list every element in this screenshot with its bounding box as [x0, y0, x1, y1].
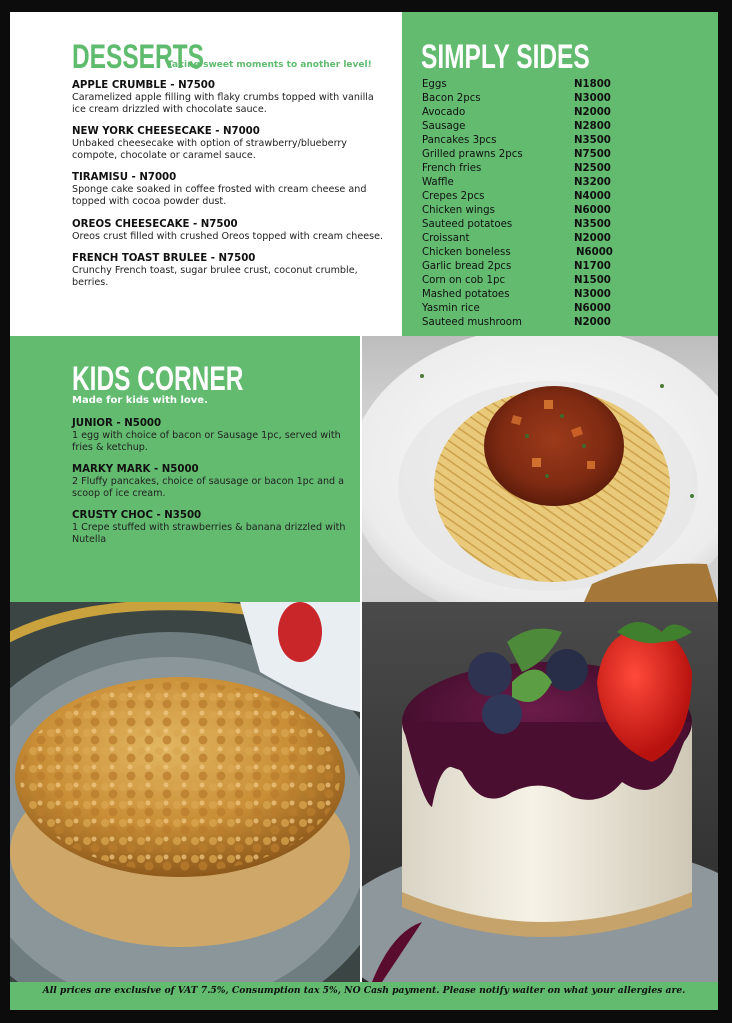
apple-crumble-illustration	[10, 602, 360, 982]
kids-list	[72, 418, 357, 557]
side-price: N2000	[574, 107, 611, 118]
dessert-name: APPLE CRUMBLE - N7500	[72, 80, 215, 91]
dessert-name: OREOS CHEESECAKE - N7500	[72, 218, 238, 230]
side-item	[422, 232, 622, 246]
side-item	[422, 218, 622, 232]
side-name: Chicken boneless	[422, 247, 511, 258]
side-name: Grilled prawns 2pcs	[422, 149, 523, 160]
kids-item-name: MARKY MARK - N5000	[72, 464, 199, 476]
side-name: Croissant	[422, 233, 470, 244]
side-name: Yasmin rice	[422, 303, 480, 314]
apple-crumble-photo	[10, 602, 360, 982]
side-item	[422, 190, 622, 204]
side-item	[422, 260, 622, 274]
side-item	[422, 274, 622, 288]
spaghetti-illustration	[362, 336, 718, 602]
side-price: N3000	[574, 289, 611, 300]
dessert-desc: Caramelized apple filling with flaky crumbs topped with vanilla ice cream drizzled with chocolate sauce.	[72, 92, 374, 115]
side-price: N2000	[574, 233, 611, 244]
kids-tagline: Made for kids with love.	[72, 395, 208, 406]
side-item	[422, 162, 622, 176]
desserts-header	[72, 40, 402, 76]
side-name: Sauteed mushroom	[422, 317, 522, 328]
dessert-item	[72, 80, 387, 115]
side-name: Waffle	[422, 177, 454, 188]
side-name: French fries	[422, 163, 482, 174]
cheesecake-illustration	[362, 602, 718, 982]
dessert-item	[72, 253, 387, 288]
side-price: N1500	[574, 275, 611, 286]
side-name: Chicken wings	[422, 205, 495, 216]
side-item	[422, 92, 622, 106]
side-price: N6000	[576, 247, 613, 258]
kids-item	[72, 418, 357, 453]
desserts-list	[72, 80, 387, 299]
kids-item-desc: 2 Fluffy pancakes, choice of sausage or bacon 1pc and a scoop of ice cream.	[72, 476, 345, 499]
dessert-desc: Unbaked cheesecake with option of strawberry/blueberry compote, chocolate or caramel sauce.	[72, 138, 347, 161]
side-price: N2000	[574, 317, 611, 328]
dessert-name: NEW YORK CHEESECAKE - N7000	[72, 126, 260, 138]
blueberry-cheesecake-photo	[362, 602, 718, 982]
kids-item	[72, 510, 357, 545]
footer-note: All prices are exclusive of VAT 7.5%, Consumption tax 5%, NO Cash payment. Please notify waiter on what your allergies are.	[10, 982, 718, 1010]
side-name: Pancakes 3pcs	[422, 135, 497, 146]
menu-page	[10, 12, 718, 1010]
side-name: Corn on cob 1pc	[422, 275, 506, 286]
side-item	[422, 316, 622, 330]
dessert-desc: Sponge cake soaked in coffee frosted with cream cheese and topped with cocoa powder dust.	[72, 184, 367, 207]
side-price: N6000	[574, 303, 611, 314]
kids-item-name: CRUSTY CHOC - N3500	[72, 510, 202, 522]
dessert-item	[72, 219, 387, 243]
spaghetti-bolognese-photo	[362, 336, 718, 602]
kids-section	[10, 336, 360, 602]
kids-title: KIDS CORNER	[72, 360, 244, 398]
side-item	[422, 246, 622, 260]
side-price: N6000	[574, 205, 611, 216]
side-name: Sauteed potatoes	[422, 219, 513, 230]
side-name: Eggs	[422, 79, 447, 90]
sides-section	[402, 12, 718, 336]
side-name: Avocado	[422, 107, 466, 118]
kids-item	[72, 464, 357, 499]
side-name: Crepes 2pcs	[422, 191, 485, 202]
side-name: Garlic bread 2pcs	[422, 261, 512, 272]
side-name: Sausage	[422, 121, 466, 132]
desserts-section	[10, 12, 400, 336]
side-item	[422, 288, 622, 302]
side-name: Bacon 2pcs	[422, 93, 481, 104]
side-price: N3500	[574, 135, 611, 146]
side-item	[422, 120, 622, 134]
kids-item-name: JUNIOR - N5000	[72, 418, 162, 429]
desserts-title: DESSERTS	[72, 38, 204, 76]
dessert-desc: Crunchy French toast, sugar brulee crust, coconut crumble, berries.	[72, 265, 358, 288]
side-price: N3500	[574, 219, 611, 230]
sides-list	[422, 78, 622, 330]
dessert-desc: Oreos crust filled with crushed Oreos topped with cream cheese.	[72, 230, 384, 242]
side-price: N3200	[574, 177, 611, 188]
dessert-name: FRENCH TOAST BRULEE - N7500	[72, 253, 256, 265]
sides-title: SIMPLY SIDES	[421, 38, 590, 76]
side-price: N7500	[574, 149, 611, 160]
dessert-item	[72, 126, 387, 161]
dessert-item	[72, 172, 387, 207]
side-item	[422, 134, 622, 148]
side-item	[422, 302, 622, 316]
side-item	[422, 78, 622, 92]
kids-item-desc: 1 Crepe stuffed with strawberries & banana drizzled with Nutella	[72, 522, 346, 545]
dessert-name: TIRAMISU - N7000	[72, 172, 177, 184]
side-item	[422, 176, 622, 190]
side-price: N3000	[574, 93, 611, 104]
side-price: N2800	[574, 121, 611, 132]
side-price: N1800	[574, 79, 611, 90]
side-price: N2500	[574, 163, 611, 174]
side-item	[422, 204, 622, 218]
kids-item-desc: 1 egg with choice of bacon or Sausage 1pc, served with fries & ketchup.	[72, 430, 341, 453]
side-price: N4000	[574, 191, 611, 202]
desserts-tagline: Taking sweet moments to another level!	[167, 60, 372, 70]
side-price: N1700	[574, 261, 611, 272]
side-name: Mashed potatoes	[422, 289, 510, 300]
side-item	[422, 106, 622, 120]
side-item	[422, 148, 622, 162]
